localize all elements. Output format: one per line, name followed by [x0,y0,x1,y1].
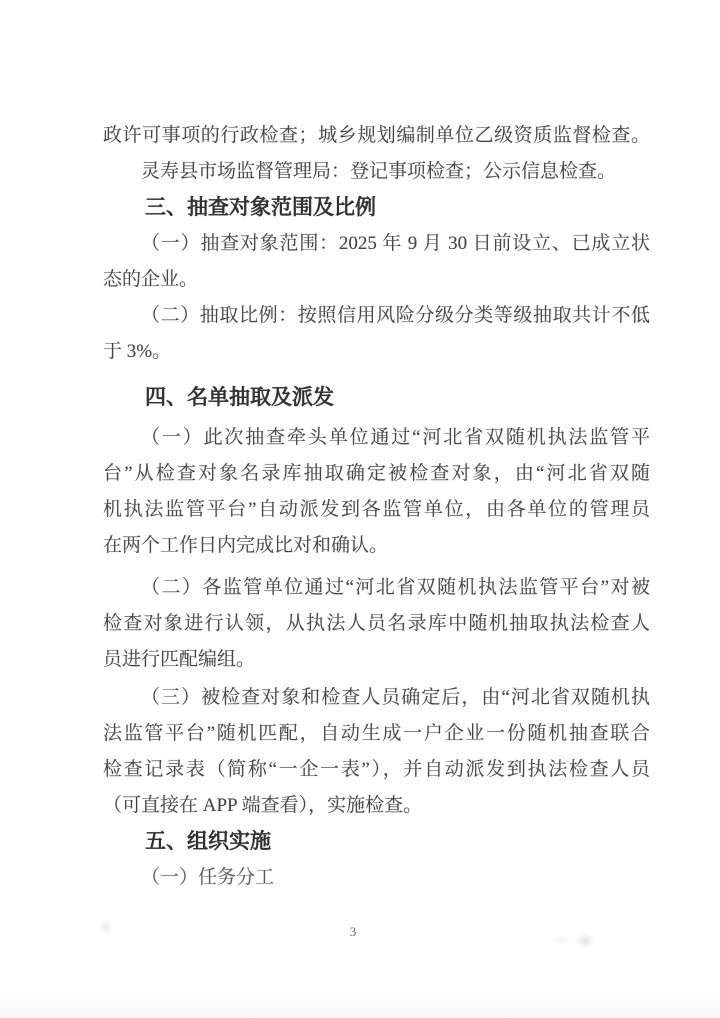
paragraph [103,420,650,564]
page-number: 3 [349,924,357,939]
text-line: 在两个工作日内完成比对和确认。 [103,535,389,556]
paragraph [103,118,650,154]
text-line: （三）被检查对象和检查人员确定后，由“河北省双随机执 [141,687,650,708]
text-line: 员进行匹配编组。 [103,649,256,670]
text-line: （一）抽查对象范围：2025 年 9 月 30 日前设立、已成立状 [141,233,650,254]
text-line: （一）任务分工 [141,867,275,888]
section-heading: 五、组织实施 [145,830,271,853]
text-line: 检查对象进行认领，从执法人员名录库中随机抽取执法检查人 [103,613,650,634]
paragraph [103,680,650,824]
text-line: 检查记录表（简称“一企一表”），并自动派发到执法检查人员 [103,759,650,780]
text-line: 机执法监管平台”自动派发到各监管单位，由各单位的管理员 [103,499,650,520]
paragraph [103,570,650,678]
text-line: 态的企业。 [103,269,199,290]
paragraph [103,298,650,370]
text-line: （二）各监管单位通过“河北省双随机执法监管平台”对被 [141,577,650,598]
section-heading: 三、抽查对象范围及比例 [145,196,376,219]
text-line: 法监管平台”随机匹配，自动生成一户企业一份随机抽查联合 [103,723,650,744]
text-line: 台”从检查对象名录库抽取确定被检查对象，由“河北省双随 [103,463,650,484]
text-line: 于 3%。 [103,341,172,362]
subsection-title [103,860,650,896]
paragraph [103,226,650,298]
paragraph [103,154,650,190]
text-line: （可直接在 APP 端查看），实施检查。 [103,795,423,816]
text-line: （二）抽取比例：按照信用风险分级分类等级抽取共计不低 [141,305,650,326]
text-line: 灵寿县市场监督管理局：登记事项检查；公示信息检查。 [141,161,617,182]
text-line: 政许可事项的行政检查；城乡规划编制单位乙级资质监督检查。 [103,125,650,146]
text-line: （一）此次抽查牵头单位通过“河北省双随机执法监管平 [141,427,650,448]
section-heading: 四、名单抽取及派发 [145,386,334,409]
